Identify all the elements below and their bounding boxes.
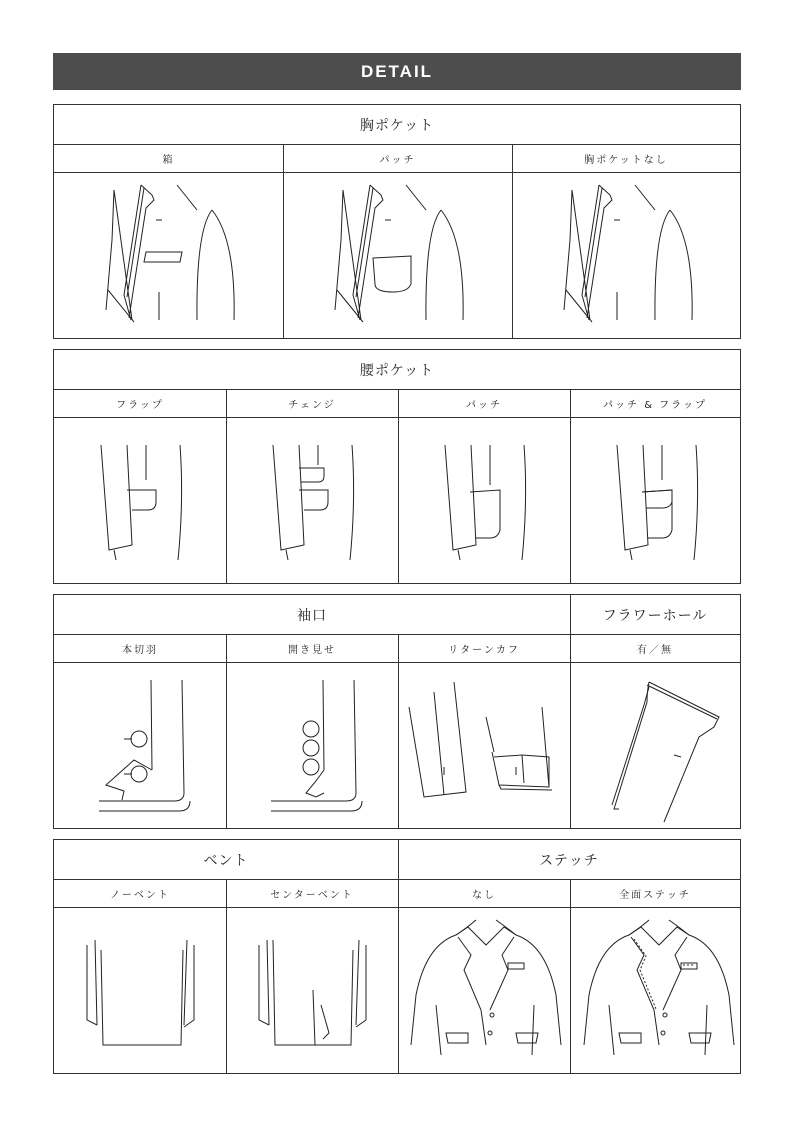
chest-option-box[interactable]: 箱: [54, 145, 283, 173]
cuff-option-kissing[interactable]: 開き見せ: [226, 635, 398, 663]
waist-pocket-section: [53, 349, 741, 584]
divider: [512, 145, 513, 338]
patch-pocket-icon: [438, 440, 538, 570]
page-banner: DETAIL: [53, 53, 741, 90]
patch-flap-pocket-icon: [610, 440, 710, 570]
cuff-option-return[interactable]: リターンカフ: [398, 635, 570, 663]
stitch-title: ステッチ: [398, 840, 740, 880]
flower-hole-option[interactable]: 有／無: [570, 635, 740, 663]
divider: [398, 635, 399, 828]
center-vent-icon: [251, 935, 381, 1055]
lapel-no-pocket-icon: [542, 180, 712, 330]
flower-hole-title: フラワーホール: [570, 595, 740, 635]
flower-hole-lapel-icon: [599, 677, 729, 822]
waist-pocket-title: 腰ポケット: [54, 350, 740, 390]
chest-option-none[interactable]: 胸ポケットなし: [512, 145, 740, 173]
jacket-full-stitch-icon: [579, 915, 739, 1065]
vent-option-none[interactable]: ノーベント: [54, 880, 226, 908]
cuff-title: 袖口: [54, 595, 570, 635]
lapel-patch-pocket-icon: [313, 180, 483, 330]
vent-stitch-section: [53, 839, 741, 1074]
cuff-section: [53, 594, 741, 829]
divider: [226, 390, 227, 583]
stitch-option-none[interactable]: なし: [398, 880, 570, 908]
flap-pocket-icon: [94, 440, 194, 570]
divider: [570, 880, 571, 1073]
lapel-box-pocket-icon: [84, 180, 254, 330]
waist-option-patch[interactable]: パッチ: [398, 390, 570, 418]
chest-option-patch[interactable]: パッチ: [283, 145, 512, 173]
divider: [398, 390, 399, 583]
jacket-no-stitch-icon: [406, 915, 566, 1065]
waist-option-change[interactable]: チェンジ: [226, 390, 398, 418]
return-cuff-icon: [404, 677, 569, 822]
divider: [570, 595, 571, 828]
cuff-option-real[interactable]: 本切羽: [54, 635, 226, 663]
divider: [398, 840, 399, 1073]
divider: [226, 635, 227, 828]
waist-option-patch-flap[interactable]: パッチ & フラップ: [570, 390, 740, 418]
sleeve-kissing-buttons-icon: [266, 675, 396, 820]
vent-option-center[interactable]: センターベント: [226, 880, 398, 908]
divider: [570, 390, 571, 583]
change-pocket-icon: [266, 440, 366, 570]
chest-pocket-title: 胸ポケット: [54, 105, 740, 145]
vent-title: ベント: [54, 840, 398, 880]
waist-option-flap[interactable]: フラップ: [54, 390, 226, 418]
divider: [226, 880, 227, 1073]
divider: [283, 145, 284, 338]
no-vent-icon: [79, 935, 209, 1055]
chest-pocket-section: [53, 104, 741, 339]
stitch-option-full[interactable]: 全面ステッチ: [570, 880, 740, 908]
sleeve-real-buttonholes-icon: [94, 675, 224, 820]
